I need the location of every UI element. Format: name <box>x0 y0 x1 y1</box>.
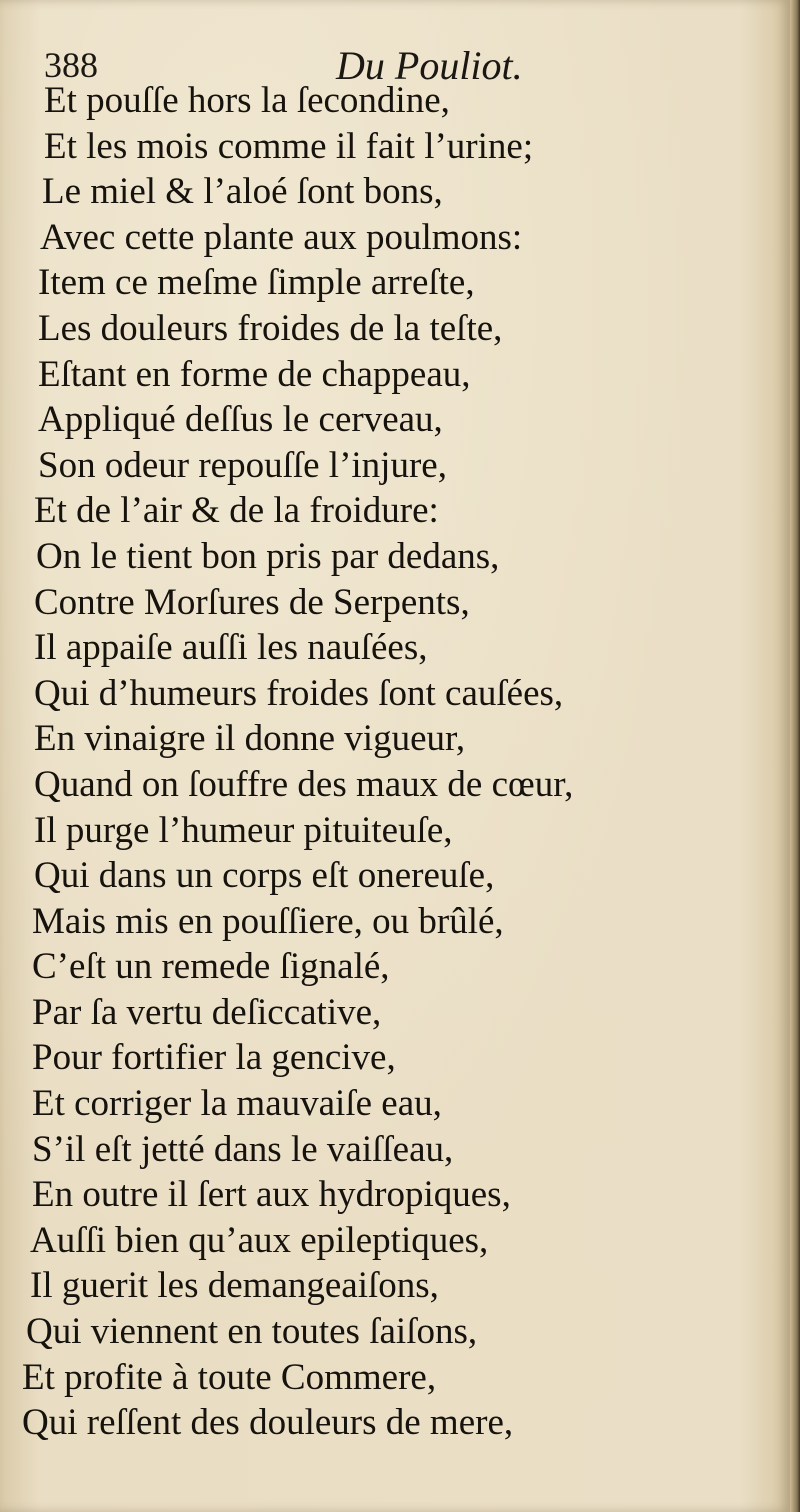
verse-line: Et de l’air & de la froidure: <box>34 490 439 532</box>
verse-line: En vinaigre il donne vigueur, <box>34 718 466 760</box>
verse-line: Il purge l’humeur pituiteuſe, <box>34 809 453 851</box>
verse-block <box>22 78 762 1446</box>
verse-line: S’il eſt jetté dans le vaiſſeau, <box>32 1128 454 1170</box>
verse-line: Par ſa vertu deſiccative, <box>32 991 382 1033</box>
verse-line: Pour fortifier la gencive, <box>32 1037 396 1079</box>
verse-line: Et corriger la mauvaiſe eau, <box>32 1083 442 1125</box>
verse-line: Et pouſſe hors la ſecondine, <box>44 80 450 121</box>
verse-line: Avec cette plante aux poulmons: <box>40 216 523 258</box>
verse-line: Eſtant en forme de chappeau, <box>38 353 471 395</box>
verse-line: Item ce meſme ſimple arreſte, <box>38 262 475 304</box>
verse-line: Et les mois comme il fait l’urine; <box>44 125 534 167</box>
verse-line: Quand on ſouffre des maux de cœur, <box>34 763 574 805</box>
verse-line: Il guerit les demangeaiſons, <box>30 1265 439 1307</box>
verse-line: Auſſi bien qu’aux epileptiques, <box>30 1219 489 1261</box>
verse-line: Et profite à toute Commere, <box>22 1356 437 1398</box>
verse-line: Contre Morſures de Serpents, <box>34 581 470 623</box>
verse-line: Qui d’humeurs froides ſont cauſées, <box>34 672 564 714</box>
verse-line: Qui reſſent des douleurs de mere, <box>22 1402 514 1444</box>
verse-line: Le miel & l’aloé ſont bons, <box>42 171 443 213</box>
verse-line: En outre il ſert aux hydropiques, <box>32 1174 511 1216</box>
running-title: Du Pouliot. <box>336 43 523 88</box>
verse-line: Il appaiſe auſſi les nauſées, <box>34 627 428 669</box>
verse-line: Les douleurs froides de la teſte, <box>38 307 503 349</box>
book-gutter-edge <box>790 0 800 1512</box>
verse-line: Mais mis en pouſſiere, ou brûlé, <box>32 900 504 942</box>
verse-line: Son odeur repouſſe l’injure, <box>38 444 447 486</box>
verse-line: Qui viennent en toutes ſaiſons, <box>26 1311 478 1353</box>
verse-line: C’eſt un remede ſignalé, <box>32 946 390 988</box>
verse-line: On le tient bon pris par dedans, <box>36 535 500 577</box>
verse-line: Appliqué deſſus le cerveau, <box>38 399 443 441</box>
page-number: 388 <box>44 45 98 85</box>
verse-line: Qui dans un corps eſt onereuſe, <box>34 855 495 897</box>
